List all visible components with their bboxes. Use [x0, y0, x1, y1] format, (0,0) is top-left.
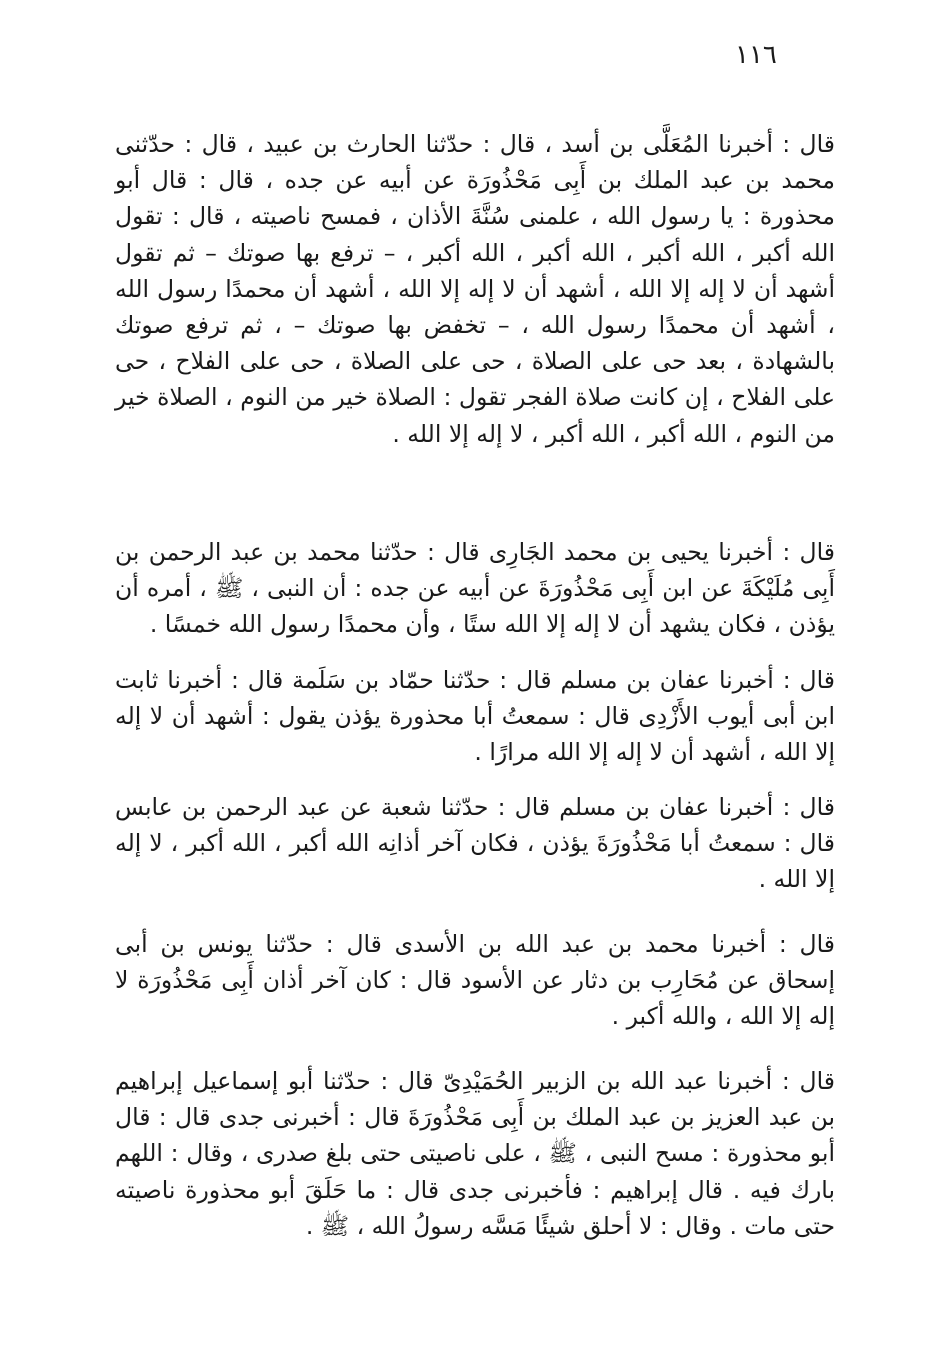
paragraph-5: قال : أخبرنا محمد بن عبد الله بن الأسدى قال : حدّثنا يونس بن أبى إسحاق عن مُحَارِب بن دثار عن الأسود قال : كان آخر أذان أَبِى مَحْذُورَة لا إله إلا الله ، والله أكبر . — [115, 930, 835, 1031]
page-number: ١١٦ — [735, 40, 777, 70]
paragraph-1: قال : أخبرنا المُعَلَّى بن أسد ، قال : حدّثنا الحارث بن عبيد ، قال : حدّثنى محمد بن عبد الملك بن أَبِى مَحْذُورَة عن أبيه عن جده ، قال : قال أبو محذورة : يا رسول الله ، علمنى سُنَّةَ الأذان ، فمسح ناصيته ، قال : تقول الله أكبر ، الله أكبر ، الله أكبر ، الله أكبر ، – ترفع بها صوتك – ثم تقول أشهد أن لا إله إلا الله ، أشهد أن لا إله إلا الله ، أشهد أن محمدًا رسول الله ، أشهد أن محمدًا رسول الله ، – تخفض بها صوتك – ، ثم ترفع صوتك بالشهادة ، بعد حى على الصلاة ، حى على الصلاة ، حى على الفلاح ، حى على الفلاح ، إن كانت صلاة الفجر تقول : الصلاة خير من النوم ، الصلاة خير من النوم ، الله أكبر ، الله أكبر ، لا إله إلا الله . — [115, 130, 835, 448]
paragraph-4: قال : أخبرنا عفان بن مسلم قال : حدّثنا شعبة عن عبد الرحمن بن عابس قال : سمعتُ أبا مَحْذُورَةَ يؤذن ، فكان آخر أذانِه الله أكبر ، الله أكبر ، لا إله إلا الله . — [115, 793, 835, 894]
paragraph-6: قال : أخبرنا عبد الله بن الزبير الحُمَيْدِىّ قال : حدّثنا أبو إسماعيل إبراهيم بن عبد العزيز بن عبد الملك بن أَبِى مَحْذُورَةَ قال : أخبرنى جدى قال : قال أبو محذورة : مسح النبى ، ﷺ ، على ناصيتى حتى بلغ صدرى ، وقال : اللهم بارك فيه . قال إبراهيم : فأخبرنى جدى قال : ما حَلَقَ أبو محذورة ناصيته حتى مات . وقال : لا أحلق شيئًا مَسَّه رسولُ الله ، ﷺ . — [115, 1067, 835, 1240]
paragraph-2: قال : أخبرنا يحيى بن محمد الجَارِى قال : حدّثنا محمد بن عبد الرحمن بن أَبِى مُلَيْكَةَ عن ابن أَبِى مَحْذُورَةَ عن أبيه عن جده : أن النبى ، ﷺ ، أمره أن يؤذن ، فكان يشهد أن لا إله إلا الله ستًا ، وأن محمدًا رسول الله خمسًا . — [115, 538, 835, 639]
paragraph-3: قال : أخبرنا عفان بن مسلم قال : حدّثنا حمّاد بن سَلَمة قال : أخبرنا ثابت ابن أبى أيوب الأَزْدِى قال : سمعتُ أبا محذورة يؤذن يقول : أشهد أن لا إله إلا الله ، أشهد أن لا إله إلا الله مرارًا . — [115, 666, 835, 767]
